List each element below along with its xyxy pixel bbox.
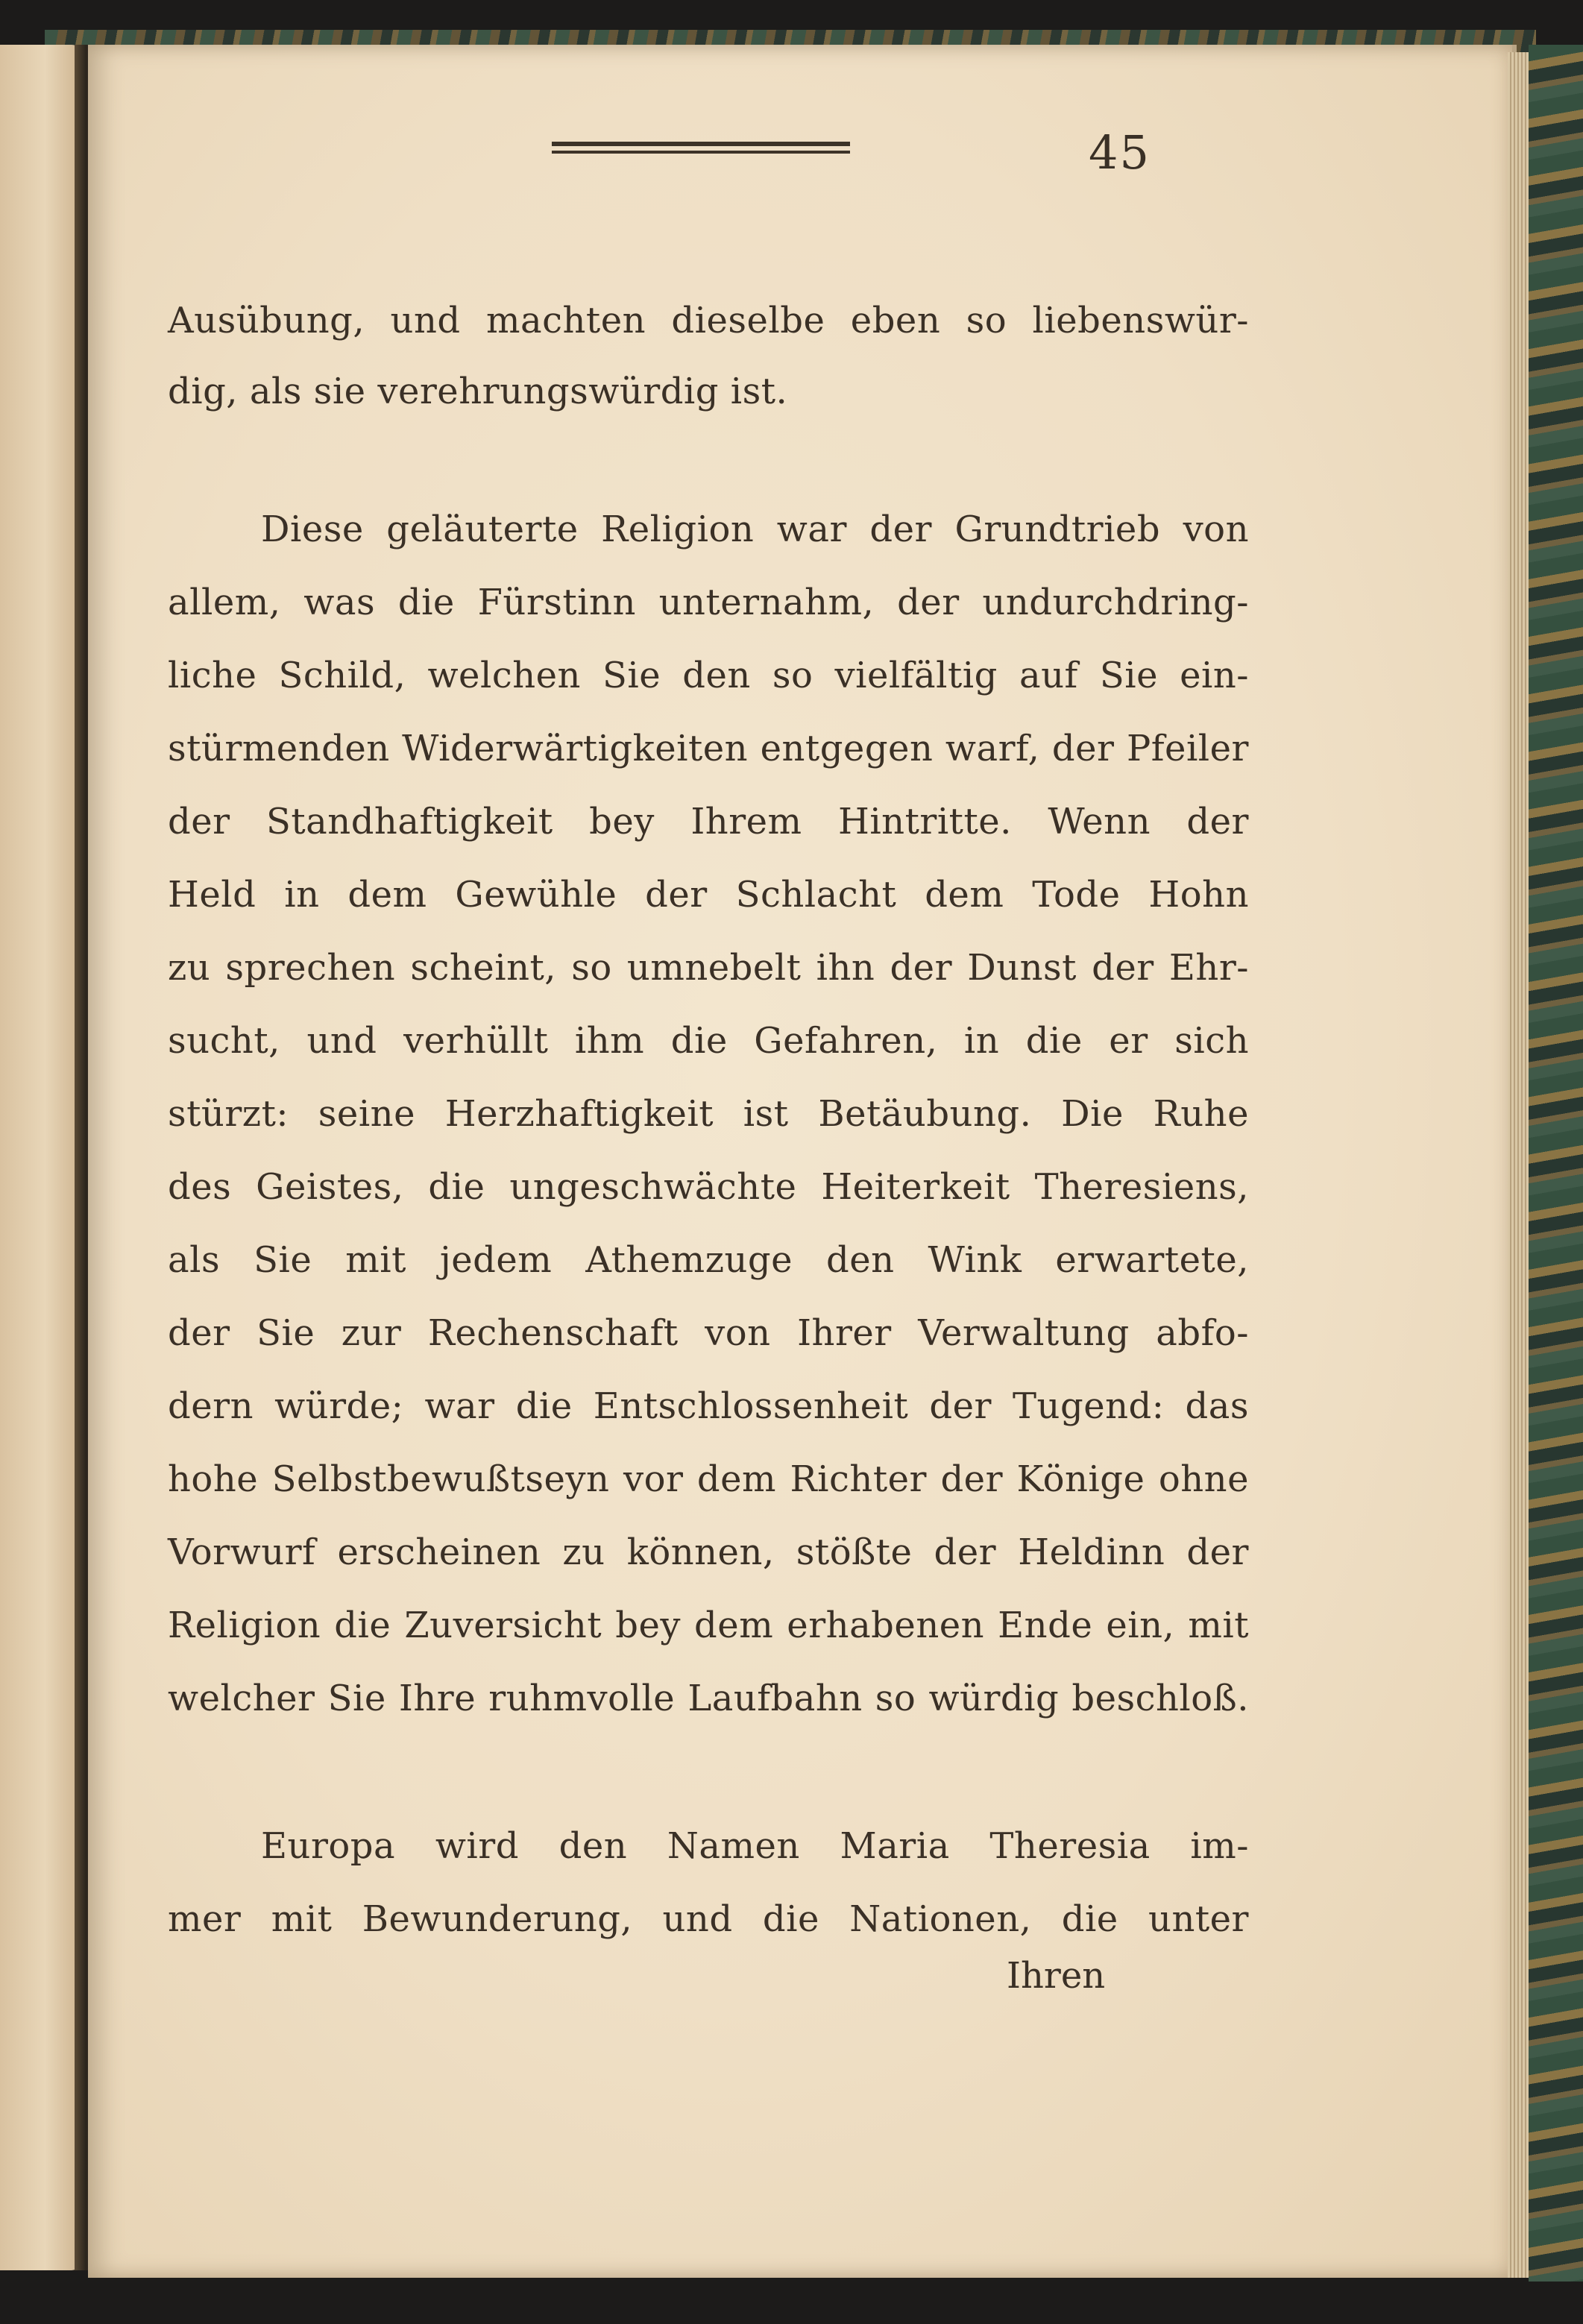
- marbled-cover-right: [1529, 45, 1583, 2282]
- text-line: der Sie zur Rechenschaft von Ihrer Verwaltung abfo-: [168, 1312, 1249, 1354]
- text-line: allem, was die Fürstinn unternahm, der undurchdring-: [168, 582, 1249, 623]
- text-line: zu sprechen scheint, so umnebelt ihn der Dunst der Ehr-: [168, 947, 1249, 989]
- text-line: mer mit Bewunderung, und die Nationen, die unter: [168, 1898, 1249, 1940]
- page-number: 45: [1089, 125, 1151, 180]
- text-line: Ausübung, und machten dieselbe eben so liebenswür-: [168, 300, 1249, 341]
- text-line: Diese geläuterte Religion war der Grundtrieb von: [261, 508, 1249, 550]
- catchword: Ihren: [1007, 1955, 1106, 1997]
- text-line: hohe Selbstbewußtseyn vor dem Richter der Könige ohne: [168, 1458, 1249, 1500]
- header-ornament-rule: [552, 139, 850, 160]
- text-line: dig, als sie verehrungswürdig ist.: [168, 371, 788, 412]
- text-line: Europa wird den Namen Maria Theresia im-: [261, 1825, 1249, 1867]
- text-line: Religion die Zuversicht bey dem erhabenen Ende ein, mit: [168, 1605, 1249, 1646]
- text-line: dern würde; war die Entschlossenheit der Tugend: das: [168, 1385, 1249, 1427]
- text-line: Held in dem Gewühle der Schlacht dem Tode Hohn: [168, 874, 1249, 916]
- previous-page-edge: [0, 45, 82, 2270]
- text-line: liche Schild, welchen Sie den so vielfältig auf Sie ein-: [168, 655, 1249, 696]
- header-rule-bar: [552, 142, 850, 146]
- text-line: welcher Sie Ihre ruhmvolle Laufbahn so würdig beschloß.: [168, 1678, 1249, 1719]
- text-line: stürmenden Widerwärtigkeiten entgegen warf, der Pfeiler: [168, 728, 1249, 769]
- text-line: Vorwurf erscheinen zu können, stößte der Heldinn der: [168, 1531, 1249, 1573]
- page-block-edges: [1508, 52, 1529, 2278]
- header-rule-bar: [552, 151, 850, 154]
- text-line: stürzt: seine Herzhaftigkeit ist Betäubung. Die Ruhe: [168, 1093, 1249, 1135]
- text-line: des Geistes, die ungeschwächte Heiterkeit Theresiens,: [168, 1166, 1249, 1208]
- text-line: als Sie mit jedem Athemzuge den Wink erwartete,: [168, 1239, 1249, 1281]
- text-line: sucht, und verhüllt ihm die Gefahren, in die er sich: [168, 1020, 1249, 1062]
- text-line: der Standhaftigkeit bey Ihrem Hintritte. Wenn der: [168, 801, 1249, 843]
